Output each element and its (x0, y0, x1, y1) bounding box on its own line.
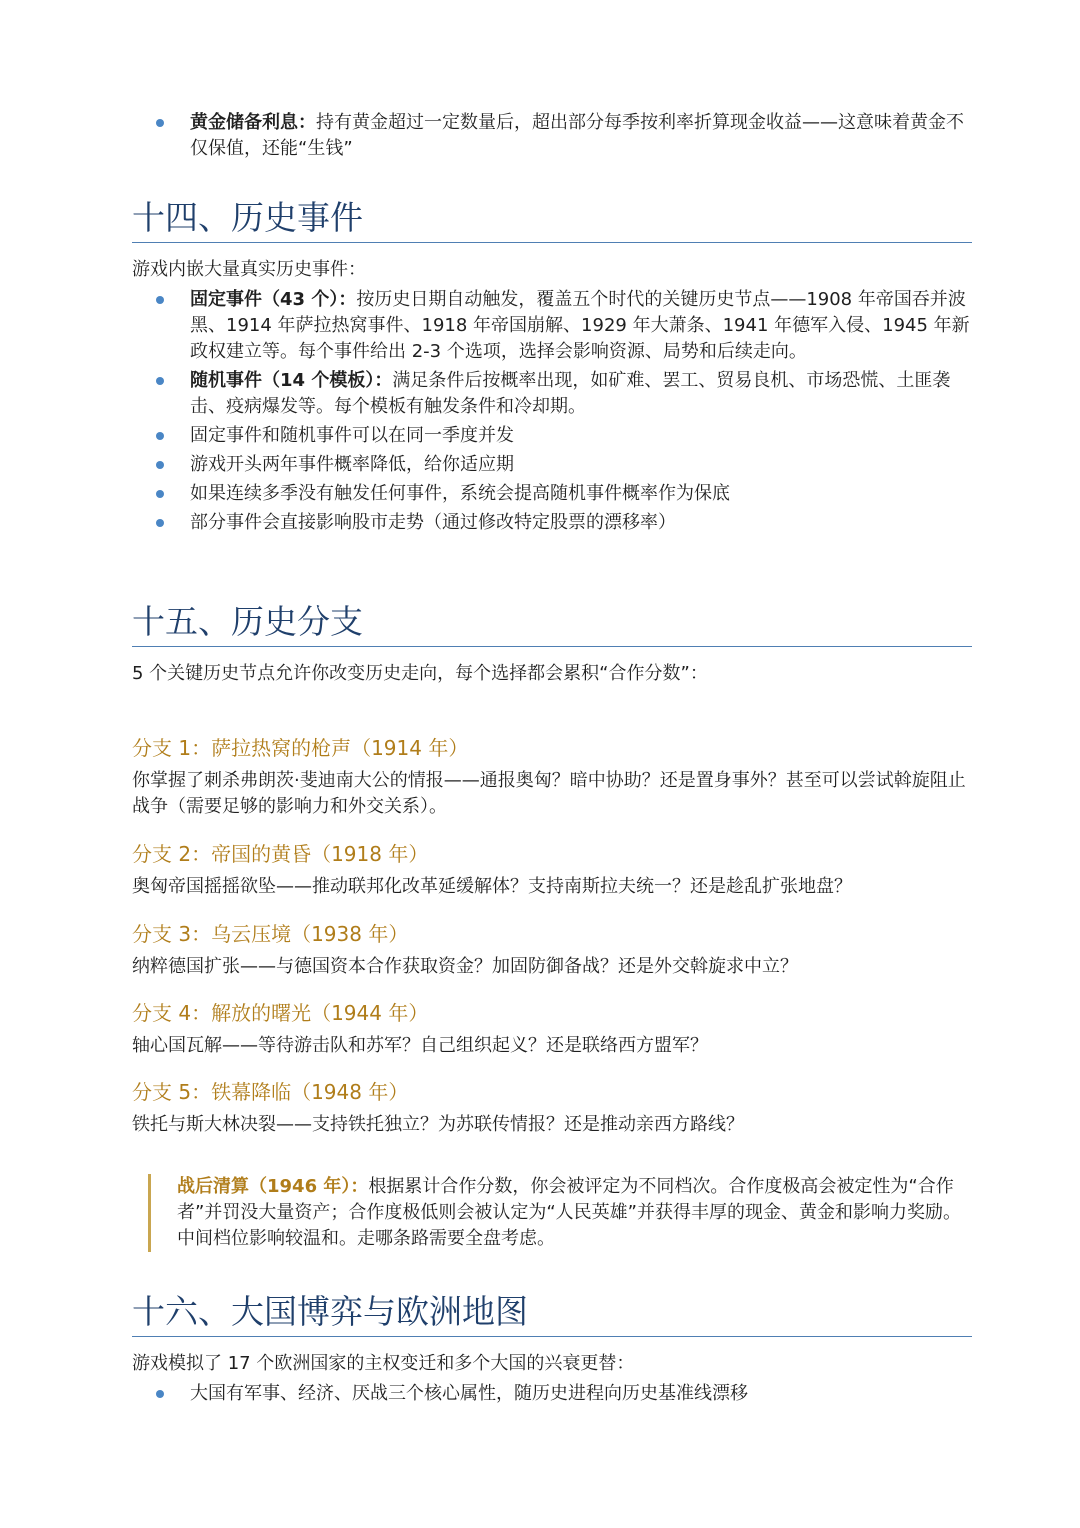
bullet-dot-icon (156, 377, 164, 385)
branch-text: 奥匈帝国摇摇欲坠——推动联邦化改革延缓解体？支持南斯拉夫统一？还是趁乱扩张地盘？ (132, 876, 852, 897)
bullet-dot-icon (156, 490, 164, 498)
item-text: 按历史日期自动触发，覆盖五个时代的关键历史节点——1908 年帝国吞并波黑、1914 年萨拉热窝事件、1918 年帝国崩解、1929 年大萧条、1941 年德军入侵、1945 年新政权建立等。每个事件给出 2-3 个选项，选择会影响资源、局势和后续走向。 (190, 288, 970, 362)
list-item (132, 481, 972, 507)
section-intro: 5 个关键历史节点允许你改变历史走向，每个选择都会累积“合作分数”： (132, 662, 708, 684)
section-heading: 十六、大国博弈与欧洲地图 (132, 1292, 972, 1337)
bullet-dot-icon (156, 119, 164, 127)
branch-text: 铁托与斯大林决裂——支持铁托独立？为苏联传情报？还是推动亲西方路线？ (132, 1114, 744, 1135)
callout-bold-label: 战后清算（1946 年）： (177, 1176, 369, 1197)
section-intro: 游戏模拟了 17 个欧洲国家的主权变迁和多个大国的兴衰更替： (132, 1352, 635, 1374)
section-heading: 十五、历史分支 (132, 602, 972, 647)
item-text: 固定事件和随机事件可以在同一季度并发 (190, 424, 514, 446)
item-bold-label: 随机事件（14 个模板）： (190, 369, 393, 391)
branch-5 (132, 1078, 972, 1138)
item-text: 持有黄金超过一定数量后，超出部分每季按利率折算现金收益——这意味着黄金不仅保值，还能“生钱” (190, 112, 964, 159)
branch-title: 分支 2：帝国的黄昏（1918 年） (132, 842, 429, 866)
branch-text: 你掌握了刺杀弗朗茨·斐迪南大公的情报——通报奥匈？暗中协助？还是置身事外？甚至可以尝试斡旋阻止战争（需要足够的影响力和外交关系）。 (132, 770, 966, 817)
bullet-dot-icon (156, 461, 164, 469)
section-intro: 游戏内嵌大量真实历史事件： (132, 258, 366, 280)
list-item (132, 510, 972, 536)
item-text: 部分事件会直接影响股市走势（通过修改特定股票的漂移率） (190, 511, 676, 533)
list-item (132, 368, 972, 420)
list-item (132, 423, 972, 449)
list-item (132, 287, 972, 365)
bullet-dot-icon (156, 519, 164, 527)
item-bold-label: 固定事件（43 个）： (190, 288, 357, 310)
item-bold-label: 黄金储备利息： (190, 112, 316, 133)
branch-2 (132, 840, 972, 900)
section-heading: 十四、历史事件 (132, 198, 972, 243)
branch-title: 分支 5：铁幕降临（1948 年） (132, 1080, 409, 1104)
callout-text (177, 1174, 975, 1252)
bullet-dot-icon (156, 1390, 164, 1398)
power-list (132, 1381, 972, 1407)
section-14 (132, 198, 972, 539)
branch-1 (132, 734, 972, 820)
branch-text: 纳粹德国扩张——与德国资本合作获取资金？加固防御备战？还是外交斡旋求中立？ (132, 956, 798, 977)
callout-body: 根据累计合作分数，你会被评定为不同档次。合作度极高会被定性为“合作者”并罚没大量资产；合作度极低则会被认定为“人民英雄”并获得丰厚的现金、黄金和影响力奖励。中间档位影响较温和。走哪条路需要全盘考虑。 (177, 1176, 961, 1249)
item-text: 游戏开头两年事件概率降低，给你适应期 (190, 453, 514, 475)
section-15 (132, 602, 972, 1249)
item-text: 如果连续多季没有触发任何事件，系统会提高随机事件概率作为保底 (190, 482, 730, 504)
bullet-dot-icon (156, 296, 164, 304)
list-item (132, 452, 972, 478)
section-16 (132, 1292, 972, 1410)
list-item (132, 1381, 972, 1407)
branch-title: 分支 3：乌云压境（1938 年） (132, 922, 409, 946)
bullet-dot-icon (156, 432, 164, 440)
event-list (132, 287, 972, 536)
branch-3 (132, 920, 972, 980)
callout-box (148, 1174, 975, 1252)
branch-4 (132, 999, 972, 1059)
branch-title: 分支 4：解放的曙光（1944 年） (132, 1001, 429, 1025)
top-bullet-list (132, 110, 972, 165)
branch-text: 轴心国瓦解——等待游击队和苏军？自己组织起义？还是联络西方盟军？ (132, 1035, 708, 1056)
list-item (132, 110, 972, 162)
item-text: 大国有军事、经济、厌战三个核心属性，随历史进程向历史基准线漂移 (190, 1382, 748, 1404)
item-text: 满足条件后按概率出现，如矿难、罢工、贸易良机、市场恐慌、土匪袭击、疫病爆发等。每个模板有触发条件和冷却期。 (190, 369, 951, 417)
branch-title: 分支 1：萨拉热窝的枪声（1914 年） (132, 736, 469, 760)
